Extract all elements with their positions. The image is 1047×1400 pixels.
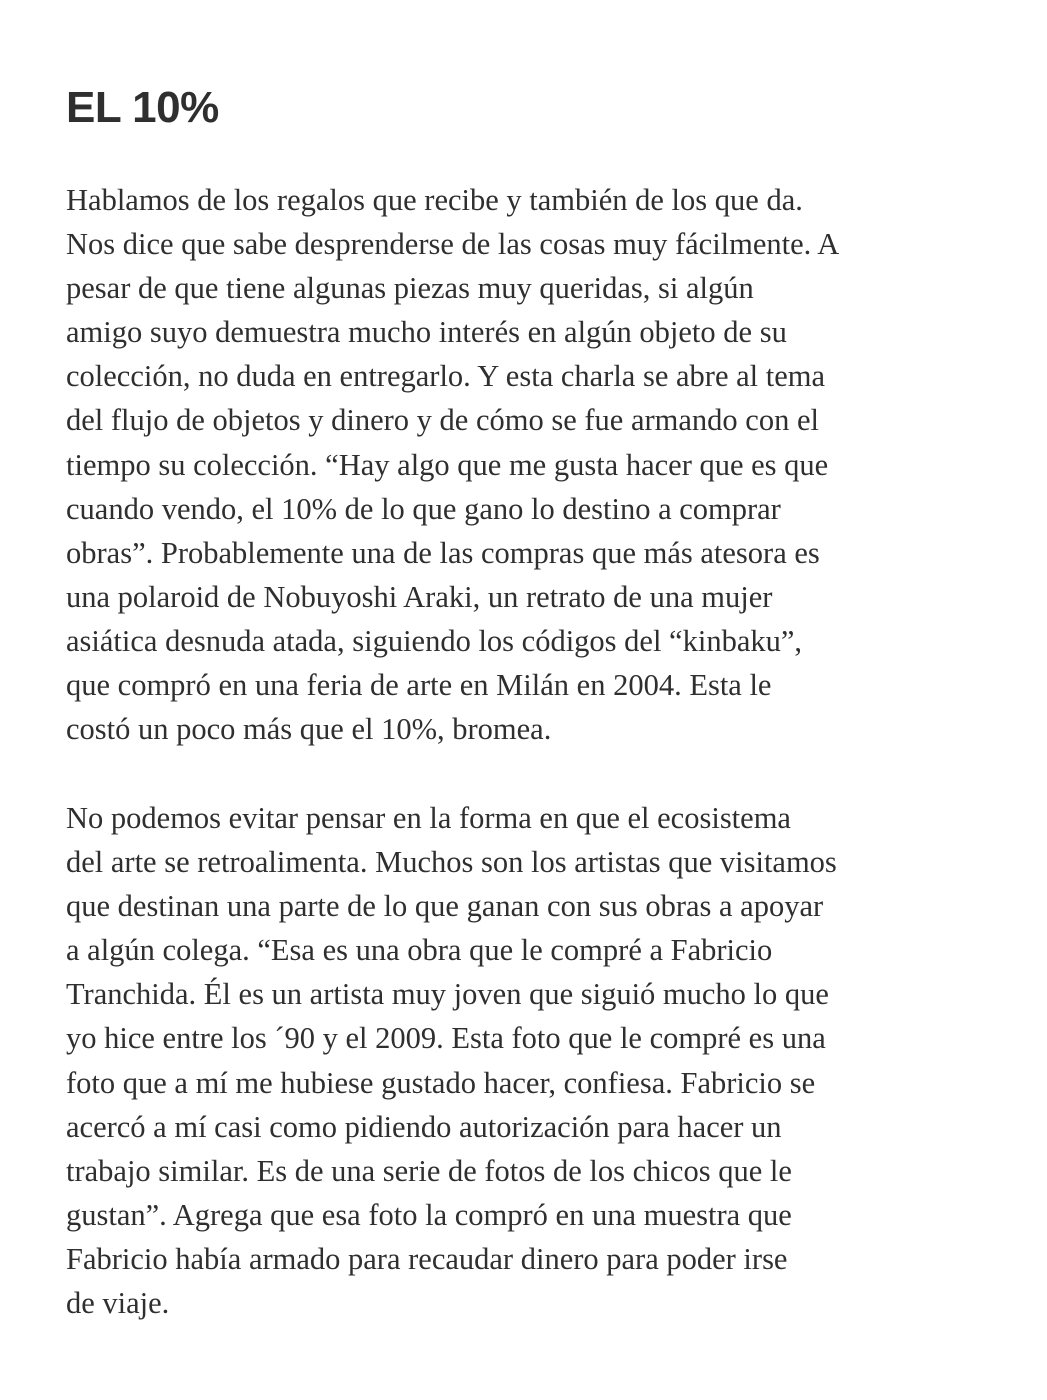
paragraph-line: yo hice entre los ´90 y el 2009. Esta foto que le compré es una [66,1021,826,1056]
paragraph-line: de viaje. [66,1286,170,1321]
paragraph-line: amigo suyo demuestra mucho interés en algún objeto de su [66,315,787,350]
paragraph-line: costó un poco más que el 10%, bromea. [66,712,552,747]
article-paragraph-1 [66,178,839,751]
paragraph-line: Tranchida. Él es un artista muy joven que siguió mucho lo que [66,977,829,1012]
paragraph-line: una polaroid de Nobuyoshi Araki, un retrato de una mujer [66,579,773,614]
paragraph-line: del arte se retroalimenta. Muchos son los artistas que visitamos [66,845,837,880]
paragraph-line: colección, no duda en entregarlo. Y esta charla se abre al tema [66,359,826,394]
paragraph-line: que destinan una parte de lo que ganan con sus obras a apoyar [66,889,824,924]
paragraph-line: trabajo similar. Es de una serie de fotos de los chicos que le [66,1153,792,1188]
paragraph-line: tiempo su colección. “Hay algo que me gusta hacer que es que [66,447,829,482]
paragraph-line: del flujo de objetos y dinero y de cómo se fue armando con el [66,403,819,438]
paragraph-line: No podemos evitar pensar en la forma en que el ecosistema [66,801,791,835]
paragraph-line: acercó a mí casi como pidiendo autorización para hacer un [66,1109,782,1144]
paragraph-line: pesar de que tiene algunas piezas muy queridas, si algún [66,271,754,306]
paragraph-line: Fabricio había armado para recaudar dinero para poder irse [66,1241,788,1276]
article-paragraph-2 [66,796,837,1325]
paragraph-line: cuando vendo, el 10% de lo que gano lo destino a comprar [66,491,781,526]
paragraph-line: a algún colega. “Esa es una obra que le compré a Fabricio [66,933,773,968]
paragraph-line: gustan”. Agrega que esa foto la compró en una muestra que [66,1197,792,1232]
paragraph-line: foto que a mí me hubiese gustado hacer, confiesa. Fabricio se [66,1065,816,1100]
paragraph-line: Hablamos de los regalos que recibe y también de los que da. [66,183,803,217]
paragraph-line: Nos dice que sabe desprenderse de las cosas muy fácilmente. A [66,227,840,262]
paragraph-line: que compró en una feria de arte en Milán en 2004. Esta le [66,668,772,703]
paragraph-line: asiática desnuda atada, siguiendo los códigos del “kinbaku”, [66,623,803,658]
paragraph-line: obras”. Probablemente una de las compras que más atesora es [66,535,820,570]
article-title: EL 10% [66,83,219,132]
